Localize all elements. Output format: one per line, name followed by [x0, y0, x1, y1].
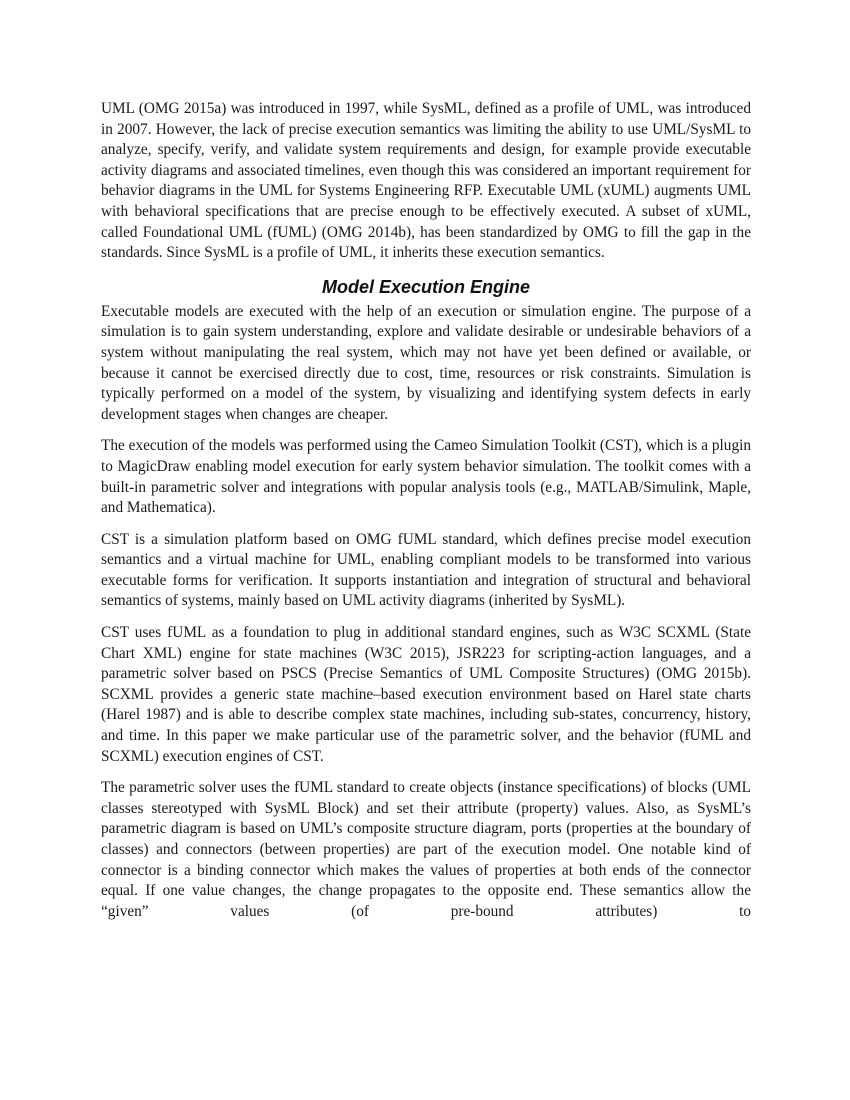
intro-paragraph: UML (OMG 2015a) was introduced in 1997, while SysML, defined as a profile of UML, was introduced in 2007. However, the lack of precise execution semantics was limiting the ability to use UML/SysML to analyze, specify, verify, and validate system requirements and design, for example provide executable activity diagrams and associated timelines, even though this was considered an important requirement for behavior diagrams in the UML for Systems Engineering RFP. Executable UML (xUML) augments UML with behavioral specifications that are precise enough to be effectively executed. A subset of xUML, called Foundational UML (fUML) (OMG 2014b), has been standardized by OMG to fill the gap in the standards. Since SysML is a profile of UML, it inherits these execution semantics.: [101, 100, 751, 262]
body-paragraph-cst-platform: CST is a simulation platform based on OMG fUML standard, which defines precise model execution semantics and a virtual machine for UML, enabling compliant models to be transformed into various executable forms for verification. It supports instantiation and integration of structural and behavioral semantics of systems, mainly based on UML activity diagrams (inherited by SysML).: [101, 530, 751, 610]
body-paragraph-cst-engines: CST uses fUML as a foundation to plug in additional standard engines, such as W3C SCXML (State Chart XML) engine for state machines (W3C 2015), JSR223 for scripting-action languages, and a parametric solver based on PSCS (Precise Semantics of UML Composite Structures) (OMG 2015b). SCXML provides a generic state machine–based execution environment based on Harel state charts (Harel 1987) and is able to describe complex state machines, including sub-states, concurrency, history, and time. In this paper we make particular use of the parametric solver, and the behavior (fUML and SCXML) execution engines of CST.: [101, 624, 751, 765]
body-paragraph-cameo-toolkit: The execution of the models was performed using the Cameo Simulation Toolkit (CST), which is a plugin to MagicDraw enabling model execution for early system behavior simulation. The toolkit comes with a built-in parametric solver and integrations with popular analysis tools (e.g., MATLAB/Simulink, Maple, and Mathematica).: [101, 437, 751, 517]
section-heading: Model Execution Engine: [321, 276, 531, 297]
body-paragraph-simulation-purpose: Executable models are executed with the help of an execution or simulation engine. The purpose of a simulation is to gain system understanding, explore and validate desirable or undesirable behaviors of a system without manipulating the real system, which may not have yet been defined or available, or because it cannot be exercised directly due to cost, time, resources or risk constraints. Simulation is typically performed on a model of the system, by visualizing and identifying system defects in early development stages when changes are cheaper.: [101, 302, 751, 423]
body-paragraph-parametric-solver: The parametric solver uses the fUML standard to create objects (instance specifications) of blocks (UML classes stereotyped with SysML Block) and set their attribute (property) values. Also, as SysML’s parametric diagram is based on UML’s composite structure diagram, ports (properties at the boundary of classes) and connectors (between properties) are part of the execution model. One notable kind of connector is a binding connector which makes the values of properties at both ends of the connector equal. If one value changes, the change propagates to the opposite end. These semantics allow the “given” values (of pre-bound attributes) to: [101, 779, 751, 920]
document-page: [101, 99, 751, 933]
